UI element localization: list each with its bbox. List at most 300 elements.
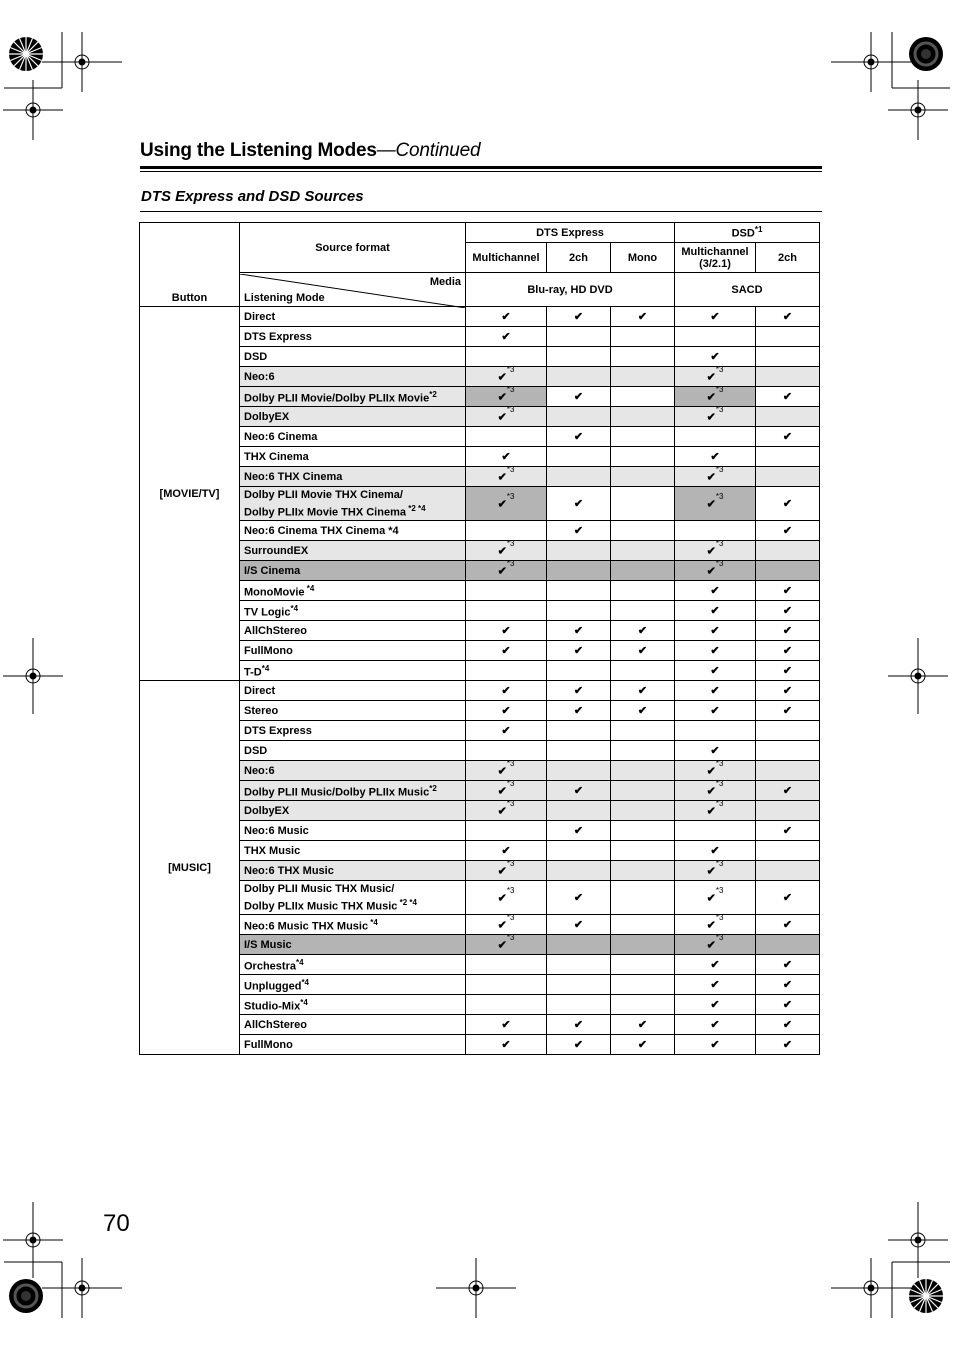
support-cell — [756, 955, 820, 975]
support-cell — [756, 407, 820, 427]
support-cell — [611, 407, 675, 427]
support-cell — [756, 915, 820, 935]
check-icon: ✔ — [710, 311, 720, 323]
support-cell — [756, 761, 820, 781]
listening-mode-cell: AllChStereo — [240, 621, 466, 641]
support-cell — [611, 561, 675, 581]
check-icon: ✔ — [706, 391, 716, 404]
footnote-3: *3 — [506, 913, 515, 923]
support-cell — [466, 407, 547, 427]
support-cell — [675, 841, 756, 861]
check-icon: ✔ — [782, 645, 793, 657]
check-icon: ✔ — [497, 939, 507, 952]
check-icon: ✔ — [706, 865, 716, 878]
table-row — [140, 521, 820, 541]
check-icon: ✔ — [497, 411, 507, 424]
support-cell — [611, 935, 675, 955]
listening-mode-label: Listening Mode — [244, 291, 325, 304]
check-icon: ✔ — [637, 311, 648, 323]
support-cell — [547, 681, 611, 701]
support-cell — [611, 1015, 675, 1035]
support-cell — [675, 661, 756, 681]
support-cell — [756, 621, 820, 641]
table-row — [140, 1035, 820, 1055]
support-cell — [675, 881, 756, 915]
button-column-header: Button — [140, 223, 240, 307]
check-icon: ✔ — [637, 625, 648, 637]
support-cell — [611, 327, 675, 347]
check-icon: ✔ — [573, 825, 584, 837]
support-cell — [675, 521, 756, 541]
listening-mode-cell: Orchestra$^{*4}$ — [240, 955, 466, 975]
check-icon: ✔ — [501, 845, 511, 857]
header-title: Using the Listening Modes—Continued — [140, 140, 481, 161]
support-cell — [466, 447, 547, 467]
check-icon: ✔ — [710, 645, 720, 657]
support-cell — [675, 307, 756, 327]
support-cell — [547, 467, 611, 487]
page-number: 70 — [103, 1210, 130, 1237]
check-icon: ✔ — [710, 979, 720, 991]
support-cell — [547, 561, 611, 581]
footnote-3: *3 — [506, 465, 515, 475]
footnote-3: *3 — [506, 799, 515, 809]
support-cell — [756, 821, 820, 841]
support-cell — [675, 761, 756, 781]
table-row — [140, 955, 820, 975]
support-cell — [611, 641, 675, 661]
footnote-3: *3 — [506, 886, 515, 896]
support-cell — [756, 307, 820, 327]
listening-mode-cell: $T-D^{*4}$ — [240, 661, 466, 681]
support-cell — [466, 521, 547, 541]
footnote-3: *3 — [506, 492, 515, 502]
support-cell — [547, 387, 611, 407]
support-cell — [675, 387, 756, 407]
listening-mode-cell: DSD — [240, 741, 466, 761]
support-cell — [466, 995, 547, 1015]
support-cell — [675, 621, 756, 641]
check-icon: ✔ — [573, 498, 584, 510]
support-cell — [611, 661, 675, 681]
support-cell — [466, 1015, 547, 1035]
check-icon: ✔ — [573, 645, 584, 657]
check-icon: ✔ — [710, 351, 720, 363]
footnote-3: *3 — [506, 759, 515, 769]
check-icon: ✔ — [706, 545, 716, 558]
support-cell — [466, 681, 547, 701]
check-icon: ✔ — [782, 1019, 793, 1031]
dts-express-group-header: DTS Express — [466, 223, 675, 243]
check-icon: ✔ — [782, 498, 793, 510]
check-icon: ✔ — [782, 605, 793, 617]
support-cell — [466, 327, 547, 347]
listening-mode-cell: DolbyEX — [240, 407, 466, 427]
support-cell — [611, 821, 675, 841]
check-icon: ✔ — [497, 919, 507, 932]
footnote-3: *3 — [506, 933, 515, 943]
listening-mode-cell: Dolby PLII Music THX Music/ Dolby PLIIx Music THX Music $^{*2 *4}$ — [240, 881, 466, 915]
listening-mode-cell: SurroundEX — [240, 541, 466, 561]
listening-mode-cell: Neo:6 Cinema THX Cinema *4 — [240, 521, 466, 541]
check-icon: ✔ — [710, 625, 720, 637]
support-cell — [466, 467, 547, 487]
support-cell — [547, 841, 611, 861]
support-cell — [611, 781, 675, 801]
check-icon: ✔ — [573, 431, 584, 443]
support-cell — [466, 701, 547, 721]
check-icon: ✔ — [706, 371, 716, 384]
table-row — [140, 621, 820, 641]
listening-mode-cell: Neo:6 Music THX Music $^{*4}$ — [240, 915, 466, 935]
check-icon: ✔ — [497, 892, 507, 905]
support-cell — [547, 861, 611, 881]
col-2ch-dsd: 2ch — [756, 243, 820, 273]
support-cell — [547, 801, 611, 821]
check-icon: ✔ — [573, 525, 584, 537]
footnote-3: *3 — [715, 559, 724, 569]
listening-mode-cell: DSD — [240, 347, 466, 367]
table-row — [140, 861, 820, 881]
support-cell — [675, 427, 756, 447]
table-row — [140, 661, 820, 681]
check-icon: ✔ — [706, 765, 716, 778]
footnote-3: *3 — [506, 539, 515, 549]
support-cell — [675, 407, 756, 427]
support-cell — [466, 1035, 547, 1055]
check-icon: ✔ — [782, 959, 793, 971]
check-icon: ✔ — [710, 959, 720, 971]
listening-mode-cell: Neo:6 Cinema — [240, 427, 466, 447]
table-row — [140, 487, 820, 521]
section-title: DTS Express and DSD Sources — [141, 188, 364, 205]
support-cell — [611, 541, 675, 561]
support-cell — [547, 701, 611, 721]
check-icon: ✔ — [706, 805, 716, 818]
support-cell — [547, 327, 611, 347]
support-cell — [466, 641, 547, 661]
listening-mode-cell: Studio-Mix$^{*4}$ — [240, 995, 466, 1015]
footnote-3: *3 — [506, 365, 515, 375]
header-rule — [140, 166, 822, 169]
support-cell — [547, 367, 611, 387]
footnote-3: *3 — [715, 365, 724, 375]
support-cell — [756, 601, 820, 621]
support-cell — [756, 541, 820, 561]
header-rule-thin — [140, 171, 822, 172]
check-icon: ✔ — [573, 391, 584, 403]
footnote-3: *3 — [715, 799, 724, 809]
check-icon: ✔ — [501, 705, 511, 717]
listening-mode-cell: Neo:6 — [240, 367, 466, 387]
check-icon: ✔ — [706, 411, 716, 424]
check-icon: ✔ — [710, 1039, 720, 1051]
footnote-3: *3 — [715, 759, 724, 769]
support-cell — [466, 367, 547, 387]
support-cell — [756, 561, 820, 581]
media-dts: Blu-ray, HD DVD — [466, 273, 675, 307]
table-row — [140, 307, 820, 327]
table-row — [140, 1015, 820, 1035]
support-cell — [675, 327, 756, 347]
table-row — [140, 681, 820, 701]
check-icon: ✔ — [497, 545, 507, 558]
support-cell — [756, 1035, 820, 1055]
check-icon: ✔ — [573, 919, 584, 931]
support-cell — [675, 975, 756, 995]
support-cell — [466, 661, 547, 681]
support-cell — [675, 721, 756, 741]
check-icon: ✔ — [573, 311, 584, 323]
check-icon: ✔ — [573, 625, 584, 637]
support-cell — [547, 761, 611, 781]
listening-mode-cell: DolbyEX — [240, 801, 466, 821]
support-cell — [675, 581, 756, 601]
footnote-3: *3 — [715, 859, 724, 869]
check-icon: ✔ — [710, 665, 720, 677]
support-cell — [611, 761, 675, 781]
check-icon: ✔ — [637, 1039, 648, 1051]
listening-mode-cell: Dolby PLII Movie THX Cinema/ Dolby PLIIx Movie THX Cinema $^{*2 *4}$ — [240, 487, 466, 521]
check-icon: ✔ — [782, 919, 793, 931]
listening-mode-cell: DTS Express — [240, 721, 466, 741]
check-icon: ✔ — [637, 705, 648, 717]
support-cell — [675, 561, 756, 581]
support-cell — [547, 955, 611, 975]
support-cell — [547, 541, 611, 561]
listening-mode-cell: FullMono — [240, 1035, 466, 1055]
support-cell — [466, 861, 547, 881]
support-cell — [675, 487, 756, 521]
support-cell — [611, 721, 675, 741]
support-cell — [675, 1035, 756, 1055]
media-label: Media — [429, 275, 461, 288]
check-icon: ✔ — [497, 785, 507, 798]
support-cell — [611, 1035, 675, 1055]
support-cell — [611, 521, 675, 541]
support-cell — [675, 701, 756, 721]
support-cell — [547, 621, 611, 641]
check-icon: ✔ — [637, 685, 648, 697]
check-icon: ✔ — [501, 1039, 511, 1051]
support-cell — [611, 427, 675, 447]
support-cell — [756, 881, 820, 915]
support-cell — [547, 347, 611, 367]
support-cell — [466, 561, 547, 581]
support-cell — [675, 955, 756, 975]
check-icon: ✔ — [573, 705, 584, 717]
footnote-3: *3 — [715, 465, 724, 475]
table-row — [140, 581, 820, 601]
table-row — [140, 975, 820, 995]
support-cell — [675, 681, 756, 701]
media-dsd: SACD — [675, 273, 820, 307]
support-cell — [756, 367, 820, 387]
listening-mode-cell: THX Music — [240, 841, 466, 861]
footnote-3: *3 — [715, 933, 724, 943]
support-cell — [675, 821, 756, 841]
check-icon: ✔ — [782, 685, 793, 697]
listening-mode-cell: Neo:6 — [240, 761, 466, 781]
check-icon: ✔ — [706, 939, 716, 952]
button-music: [MUSIC] — [140, 681, 240, 1055]
support-cell — [547, 661, 611, 681]
check-icon: ✔ — [782, 625, 793, 637]
check-icon: ✔ — [706, 471, 716, 484]
listening-mode-cell: Dolby PLII Movie/Dolby PLIIx Movie$^{*2}$ — [240, 387, 466, 407]
listening-mode-cell: DTS Express — [240, 327, 466, 347]
support-cell — [756, 861, 820, 881]
support-cell — [466, 601, 547, 621]
table-row — [140, 995, 820, 1015]
table-row — [140, 721, 820, 741]
listening-mode-cell: Direct — [240, 307, 466, 327]
support-cell — [756, 995, 820, 1015]
support-cell — [756, 347, 820, 367]
check-icon: ✔ — [782, 1039, 793, 1051]
support-cell — [547, 741, 611, 761]
support-cell — [756, 701, 820, 721]
check-icon: ✔ — [497, 865, 507, 878]
support-cell — [611, 621, 675, 641]
check-icon: ✔ — [782, 391, 793, 403]
table-row — [140, 741, 820, 761]
check-icon: ✔ — [710, 705, 720, 717]
support-cell — [611, 447, 675, 467]
check-icon: ✔ — [497, 371, 507, 384]
support-cell — [466, 915, 547, 935]
check-icon: ✔ — [497, 565, 507, 578]
check-icon: ✔ — [497, 471, 507, 484]
table-row — [140, 427, 820, 447]
support-cell — [611, 347, 675, 367]
check-icon: ✔ — [501, 645, 511, 657]
support-cell — [466, 955, 547, 975]
support-cell — [611, 487, 675, 521]
support-cell — [611, 915, 675, 935]
support-cell — [611, 841, 675, 861]
support-cell — [675, 935, 756, 955]
check-icon: ✔ — [501, 331, 511, 343]
table-row — [140, 447, 820, 467]
table-row — [140, 601, 820, 621]
table-row — [140, 881, 820, 915]
support-cell — [547, 995, 611, 1015]
support-cell — [756, 801, 820, 821]
footnote-3: *3 — [715, 385, 724, 395]
col-mono: Mono — [611, 243, 675, 273]
support-cell — [675, 861, 756, 881]
support-cell — [675, 801, 756, 821]
footnote-3: *3 — [715, 405, 724, 415]
check-icon: ✔ — [710, 585, 720, 597]
support-cell — [756, 841, 820, 861]
check-icon: ✔ — [706, 892, 716, 905]
support-cell — [611, 955, 675, 975]
support-cell — [466, 801, 547, 821]
listening-mode-cell: FullMono — [240, 641, 466, 661]
support-cell — [547, 447, 611, 467]
check-icon: ✔ — [497, 765, 507, 778]
support-cell — [756, 387, 820, 407]
listening-mode-cell: Neo:6 Music — [240, 821, 466, 841]
table-row — [140, 367, 820, 387]
support-cell — [756, 681, 820, 701]
footnote-3: *3 — [506, 405, 515, 415]
support-cell — [547, 427, 611, 447]
listening-mode-cell: AllChStereo — [240, 1015, 466, 1035]
support-cell — [611, 861, 675, 881]
listening-mode-cell: Stereo — [240, 701, 466, 721]
table-row — [140, 761, 820, 781]
listening-modes-table — [139, 222, 820, 1055]
support-cell — [611, 975, 675, 995]
table-row — [140, 407, 820, 427]
listening-mode-cell: Neo:6 THX Cinema — [240, 467, 466, 487]
check-icon: ✔ — [782, 999, 793, 1011]
dsd-group-header: DSD$^{*1}$ — [675, 223, 820, 243]
check-icon: ✔ — [573, 1039, 584, 1051]
support-cell — [611, 995, 675, 1015]
listening-mode-cell: I/S Music — [240, 935, 466, 955]
support-cell — [466, 741, 547, 761]
check-icon: ✔ — [501, 685, 511, 697]
check-icon: ✔ — [782, 785, 793, 797]
check-icon: ✔ — [710, 999, 720, 1011]
support-cell — [675, 447, 756, 467]
media-listening-mode-header — [240, 273, 466, 307]
source-format-header: Source format — [240, 223, 466, 273]
support-cell — [547, 521, 611, 541]
listening-mode-cell: Direct — [240, 681, 466, 701]
footnote-3: *3 — [506, 385, 515, 395]
check-icon: ✔ — [710, 451, 720, 463]
support-cell — [547, 821, 611, 841]
support-cell — [611, 601, 675, 621]
support-cell — [611, 701, 675, 721]
footnote-3: *3 — [715, 779, 724, 789]
support-cell — [466, 541, 547, 561]
support-cell — [675, 467, 756, 487]
support-cell — [756, 741, 820, 761]
check-icon: ✔ — [501, 451, 511, 463]
support-cell — [756, 487, 820, 521]
footnote-3: *3 — [715, 913, 724, 923]
support-cell — [466, 781, 547, 801]
col-multichannel: Multichannel — [466, 243, 547, 273]
table-row — [140, 935, 820, 955]
check-icon: ✔ — [497, 498, 507, 511]
table-row — [140, 561, 820, 581]
table-row — [140, 387, 820, 407]
check-icon: ✔ — [706, 565, 716, 578]
support-cell — [756, 641, 820, 661]
check-icon: ✔ — [782, 892, 793, 904]
listening-mode-cell: Dolby PLII Music/Dolby PLIIx Music$^{*2}$ — [240, 781, 466, 801]
support-cell — [675, 915, 756, 935]
check-icon: ✔ — [501, 1019, 511, 1031]
support-cell — [756, 721, 820, 741]
page-header — [140, 140, 822, 162]
listening-mode-cell: TV Logic$^{*4}$ — [240, 601, 466, 621]
check-icon: ✔ — [782, 705, 793, 717]
support-cell — [547, 721, 611, 741]
support-cell — [547, 935, 611, 955]
check-icon: ✔ — [637, 1019, 648, 1031]
support-cell — [675, 641, 756, 661]
support-cell — [547, 915, 611, 935]
section-rule — [140, 211, 822, 212]
